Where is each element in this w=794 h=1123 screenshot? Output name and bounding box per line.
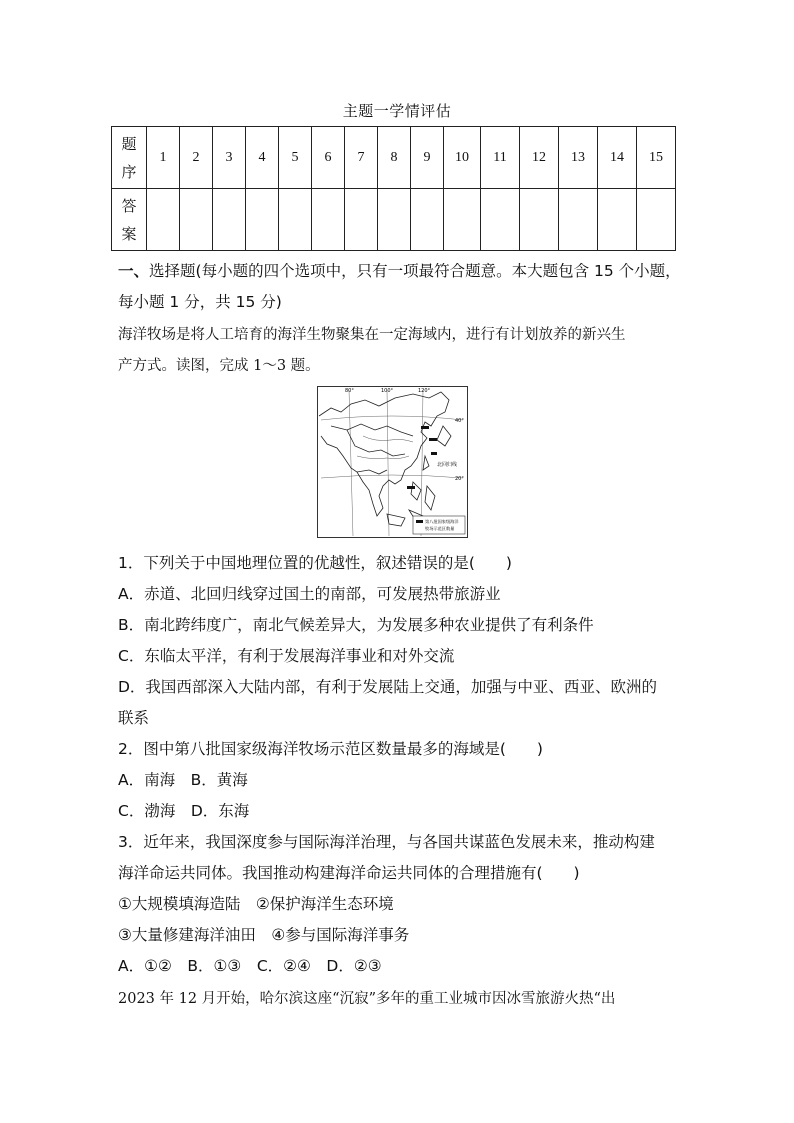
answer-cell[interactable] bbox=[481, 189, 520, 251]
answer-cell[interactable] bbox=[559, 189, 598, 251]
legend-text: 牧场示范区数量 bbox=[425, 526, 455, 531]
table-cell-number: 3 bbox=[213, 127, 246, 189]
question-1-option-c: C．东临太平洋，有利于发展海洋事业和对外交流 bbox=[118, 647, 455, 665]
page-title: 主题一学情评估 bbox=[342, 102, 452, 120]
answer-cell[interactable] bbox=[345, 189, 378, 251]
map-tropic-label: 北回归线 bbox=[437, 462, 458, 468]
answer-cell[interactable] bbox=[147, 189, 180, 251]
table-cell-number: 2 bbox=[180, 127, 213, 189]
question-3-statements-34: ③大量修建海洋油田 ④参与国际海洋事务 bbox=[118, 926, 410, 944]
answer-cell[interactable] bbox=[180, 189, 213, 251]
answer-table bbox=[111, 126, 676, 251]
answer-cell[interactable] bbox=[444, 189, 481, 251]
answer-cell[interactable] bbox=[246, 189, 279, 251]
section-heading-line2: 每小题 1 分，共 15 分) bbox=[118, 293, 282, 311]
question-1-option-a: A．赤道、北回归线穿过国土的南部，可发展热带旅游业 bbox=[118, 585, 501, 603]
answer-cell[interactable] bbox=[312, 189, 345, 251]
table-cell-number: 15 bbox=[637, 127, 676, 189]
table-header-answer: 答 案 bbox=[112, 189, 147, 251]
answer-cell[interactable] bbox=[598, 189, 637, 251]
table-cell-number: 4 bbox=[246, 127, 279, 189]
answer-cell[interactable] bbox=[213, 189, 246, 251]
map-lon-label: 100° bbox=[381, 388, 394, 394]
table-cell-number: 12 bbox=[520, 127, 559, 189]
ranch-marker bbox=[407, 486, 415, 489]
question-3-statements-12: ①大规模填海造陆 ②保护海洋生态环境 bbox=[118, 895, 394, 913]
question-3-choices: A．①② B．①③ C．②④ D．②③ bbox=[118, 957, 382, 975]
map-lon-label: 80° bbox=[345, 388, 354, 394]
ranch-marker bbox=[431, 452, 437, 455]
question-2-options-cd: C．渤海 D．东海 bbox=[118, 802, 250, 820]
table-cell-number: 7 bbox=[345, 127, 378, 189]
table-cell-number: 6 bbox=[312, 127, 345, 189]
ranch-marker bbox=[421, 426, 429, 429]
table-cell-number: 11 bbox=[481, 127, 520, 189]
answer-table-number-row bbox=[112, 127, 676, 189]
table-cell-number: 10 bbox=[444, 127, 481, 189]
question-3-stem-cont: 海洋命运共同体。我国推动构建海洋命运共同体的合理措施有( ) bbox=[118, 864, 580, 882]
question-1-option-b: B．南北跨纬度广，南北气候差异大，为发展多种农业提供了有利条件 bbox=[118, 616, 594, 634]
passage-line: 产方式。读图，完成 1～3 题。 bbox=[118, 358, 320, 374]
map-lon-label: 120° bbox=[418, 388, 431, 394]
question-3-stem: 3．近年来，我国深度参与国际海洋治理，与各国共谋蓝色发展未来，推动构建 bbox=[118, 833, 655, 851]
ranch-marker bbox=[429, 438, 437, 441]
map-lat-label: 20° bbox=[455, 476, 464, 482]
map-lat-label: 40° bbox=[455, 418, 464, 424]
table-cell-number: 1 bbox=[147, 127, 180, 189]
table-cell-number: 8 bbox=[378, 127, 411, 189]
answer-cell[interactable] bbox=[520, 189, 559, 251]
question-2-stem: 2．图中第八批国家级海洋牧场示范区数量最多的海域是( ) bbox=[118, 740, 543, 758]
table-header-question-number: 题 序 bbox=[112, 127, 147, 189]
table-cell-number: 5 bbox=[279, 127, 312, 189]
answer-cell[interactable] bbox=[637, 189, 676, 251]
question-1-stem: 1．下列关于中国地理位置的优越性，叙述错误的是( ) bbox=[118, 554, 512, 572]
legend-marker bbox=[416, 520, 423, 523]
legend-text: 第八批国家级海洋 bbox=[425, 519, 459, 524]
answer-cell[interactable] bbox=[411, 189, 444, 251]
answer-table-answer-row bbox=[112, 189, 676, 251]
question-2-options-ab: A．南海 B．黄海 bbox=[118, 771, 248, 789]
answer-cell[interactable] bbox=[279, 189, 312, 251]
map-figure bbox=[317, 386, 468, 538]
passage-2-line: 2023 年 12 月开始，哈尔滨这座“沉寂”多年的重工业城市因冰雪旅游火热“出 bbox=[118, 991, 616, 1007]
answer-cell[interactable] bbox=[378, 189, 411, 251]
passage-line: 海洋牧场是将人工培育的海洋生物聚集在一定海域内，进行有计划放养的新兴生 bbox=[118, 327, 626, 343]
section-heading: 一、选择题(每小题的四个选项中，只有一项最符合题意。本大题包含 15 个小题， bbox=[118, 262, 681, 280]
table-cell-number: 14 bbox=[598, 127, 637, 189]
question-1-option-d: D．我国西部深入大陆内部，有利于发展陆上交通，加强与中亚、西亚、欧洲的 bbox=[118, 678, 657, 696]
table-cell-number: 9 bbox=[411, 127, 444, 189]
question-1-option-d-cont: 联系 bbox=[118, 709, 150, 727]
table-cell-number: 13 bbox=[559, 127, 598, 189]
